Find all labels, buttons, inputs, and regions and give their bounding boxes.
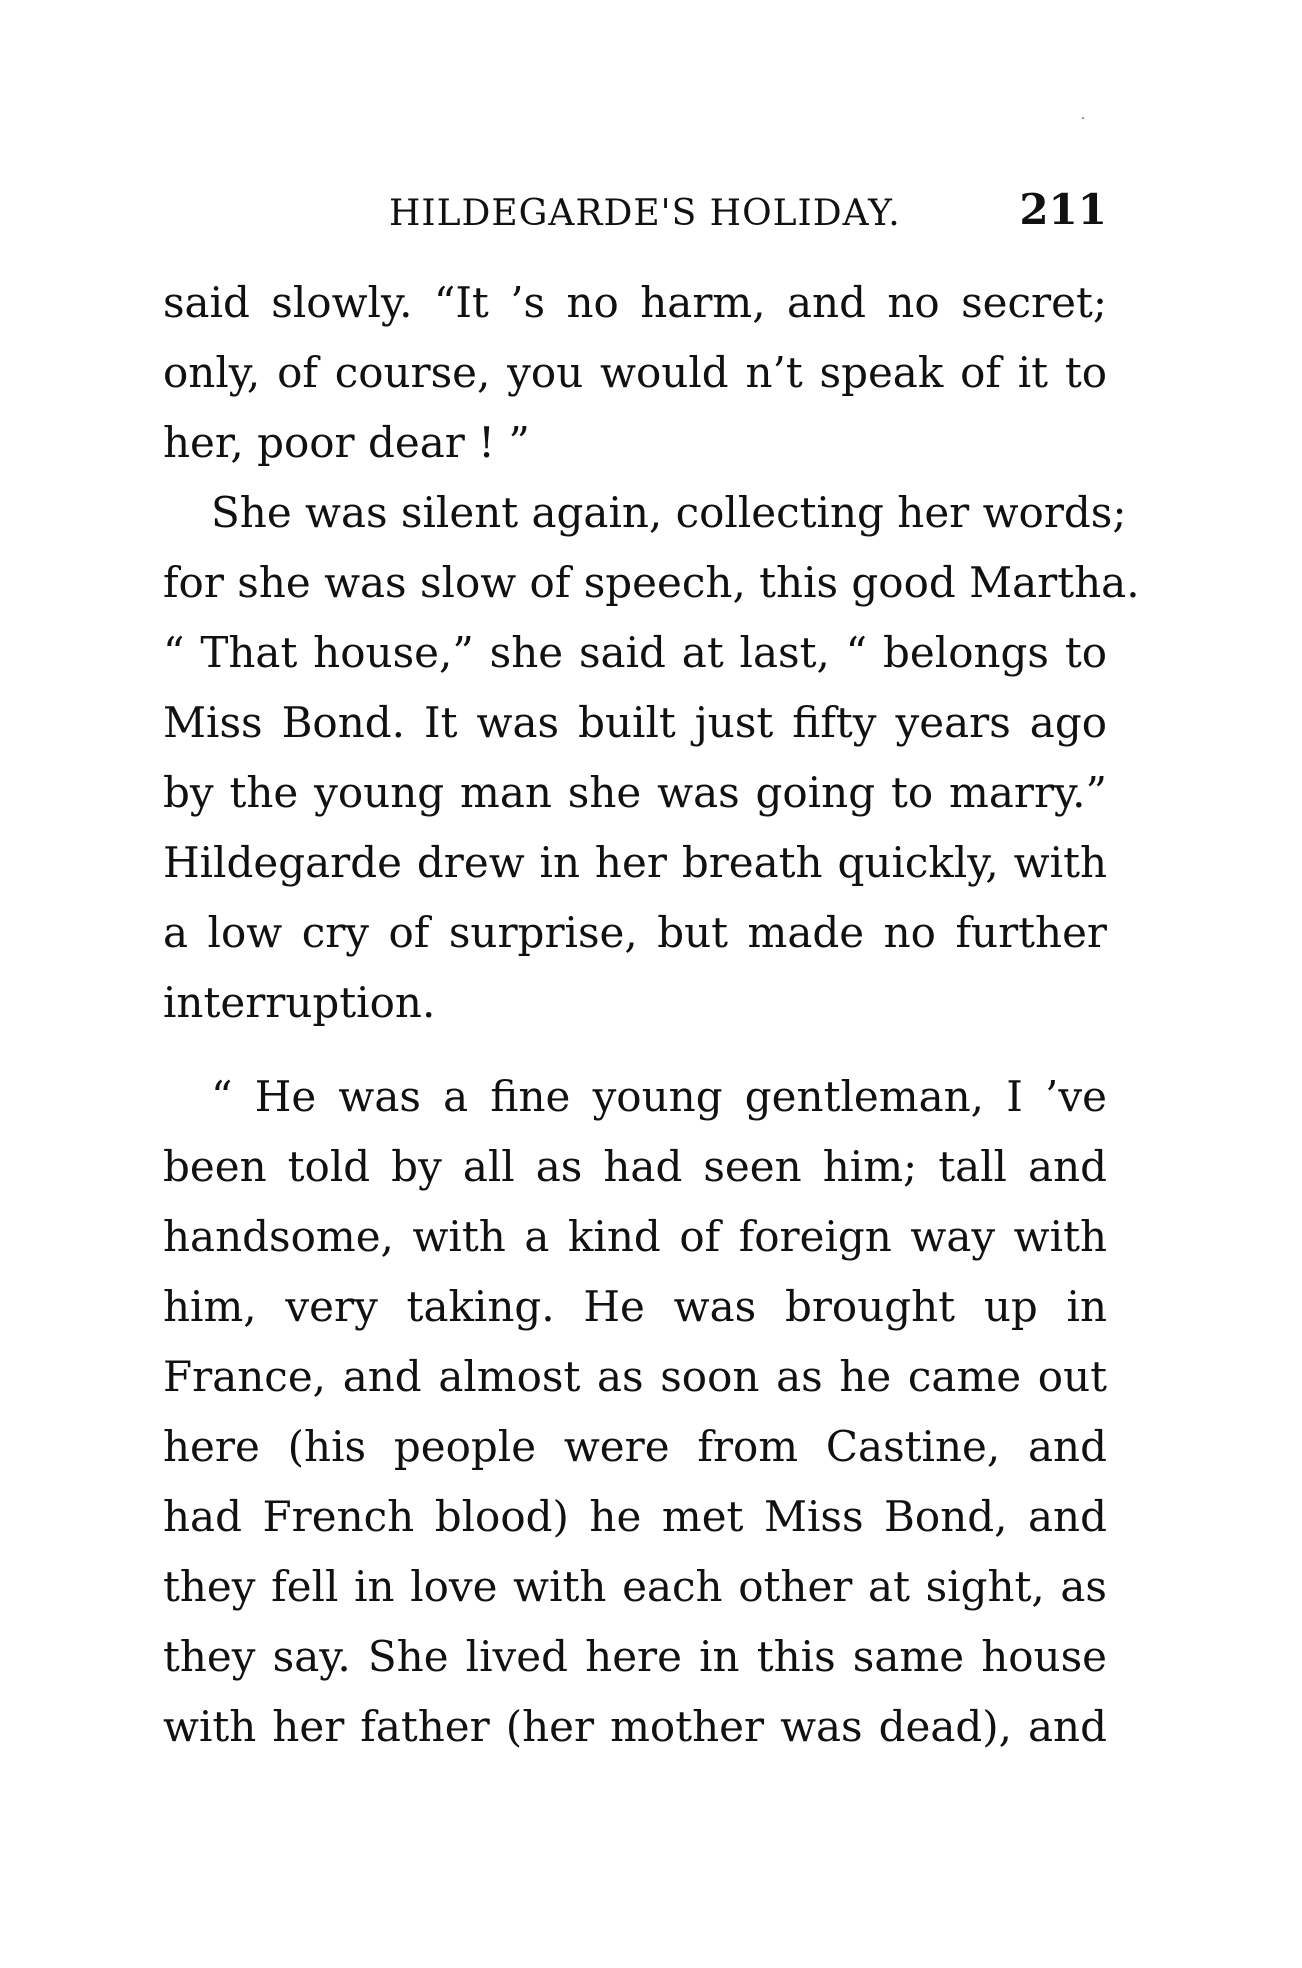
text-line: him, very taking. He was brought up in xyxy=(163,1282,1107,1331)
page-header xyxy=(163,185,1107,245)
running-head: HILDEGARDE'S HOLIDAY. xyxy=(389,193,901,234)
text-line: handsome, with a kind of foreign way with xyxy=(163,1212,1107,1261)
text-line: Hildegarde drew in her breath quickly, with xyxy=(163,838,1107,887)
text-line: for she was slow of speech, this good Martha. xyxy=(163,558,1140,607)
text-line: they fell in love with each other at sight, as xyxy=(163,1562,1107,1611)
text-line: “ That house,” she said at last, “ belongs to xyxy=(163,628,1107,677)
paper-speck xyxy=(1082,117,1084,119)
text-line: they say. She lived here in this same house xyxy=(163,1632,1107,1681)
text-line: here (his people were from Castine, and xyxy=(163,1422,1107,1471)
page-number: 211 xyxy=(1019,185,1107,234)
text-line: She was silent again, collecting her words; xyxy=(211,488,1127,537)
text-line: a low cry of surprise, but made no further xyxy=(163,908,1107,957)
text-line: Miss Bond. It was built just fifty years ago xyxy=(163,698,1107,747)
text-line: “ He was a fine young gentleman, I ’ve xyxy=(211,1072,1107,1121)
text-line: had French blood) he met Miss Bond, and xyxy=(163,1492,1107,1541)
text-line: with her father (her mother was dead), and xyxy=(163,1702,1107,1751)
text-line: interruption. xyxy=(163,978,436,1027)
paragraph-gap xyxy=(163,1038,1107,1062)
text-line: only, of course, you would n’t speak of it to xyxy=(163,348,1107,397)
text-line: France, and almost as soon as he came out xyxy=(163,1352,1107,1401)
text-line: been told by all as had seen him; tall and xyxy=(163,1142,1107,1191)
text-line: her, poor dear ! ” xyxy=(163,418,530,467)
text-line: by the young man she was going to marry.” xyxy=(163,768,1107,817)
text-line: said slowly. “It ’s no harm, and no secret; xyxy=(163,278,1107,327)
body-text xyxy=(163,268,1140,1762)
